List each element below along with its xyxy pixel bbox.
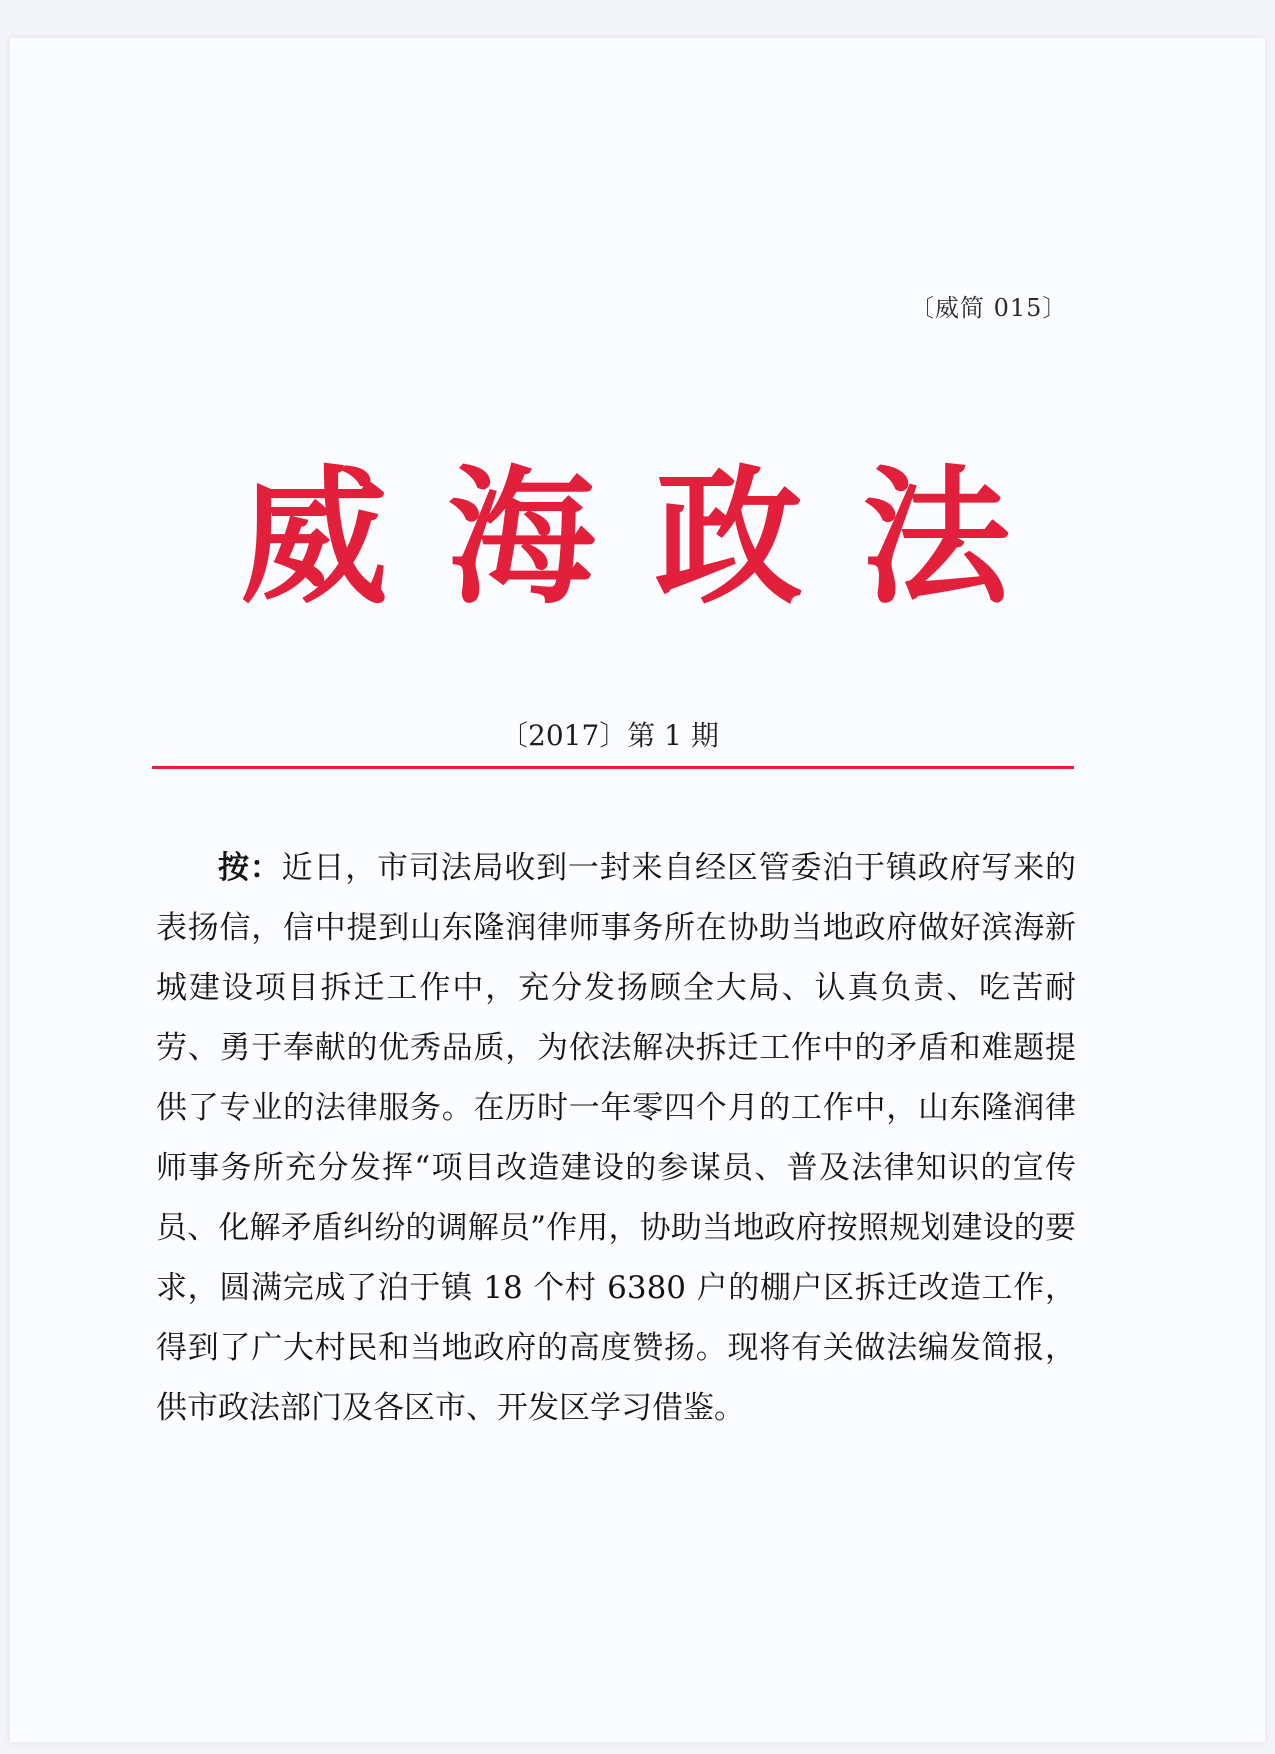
masthead-title: [240, 452, 1010, 624]
editor-note-text: 近日，市司法局收到一封来自经区管委泊于镇政府写来的表扬信，信中提到山东隆润律师事务所在协助当地政府做好滨海新城建设项目拆迁工作中，充分发扬顾全大局、认真负责、吃苦耐劳、勇于奉献的优秀品质，为依法解决拆迁工作中的矛盾和难题提供了专业的法律服务。在历时一年零四个月的工作中，山东隆润律师事务所充分发挥“项目改造建设的参谋员、普及法律知识的宣传员、化解矛盾纠纷的调解员”作用，协助当地政府按照规划建设的要求，圆满完成了泊于镇 18 个村 6380 户的棚户区拆迁改造工作，得到了广大村民和当地政府的高度赞扬。现将有关做法编发简报，供市政法部门及各区市、开发区学习借鉴。: [156, 850, 1077, 1426]
masthead-char-4: 法: [861, 452, 1010, 624]
document-code: 〔威简 015〕: [910, 294, 1068, 322]
editor-note-label: 按：: [218, 850, 282, 886]
masthead-char-1: 威: [240, 452, 388, 624]
editor-note-paragraph: [156, 838, 1076, 1438]
masthead-char-3: 政: [654, 452, 803, 624]
red-divider-line: [152, 766, 1074, 769]
masthead-char-2: 海: [447, 452, 596, 624]
issue-number: 〔2017〕第 1 期: [500, 719, 719, 752]
